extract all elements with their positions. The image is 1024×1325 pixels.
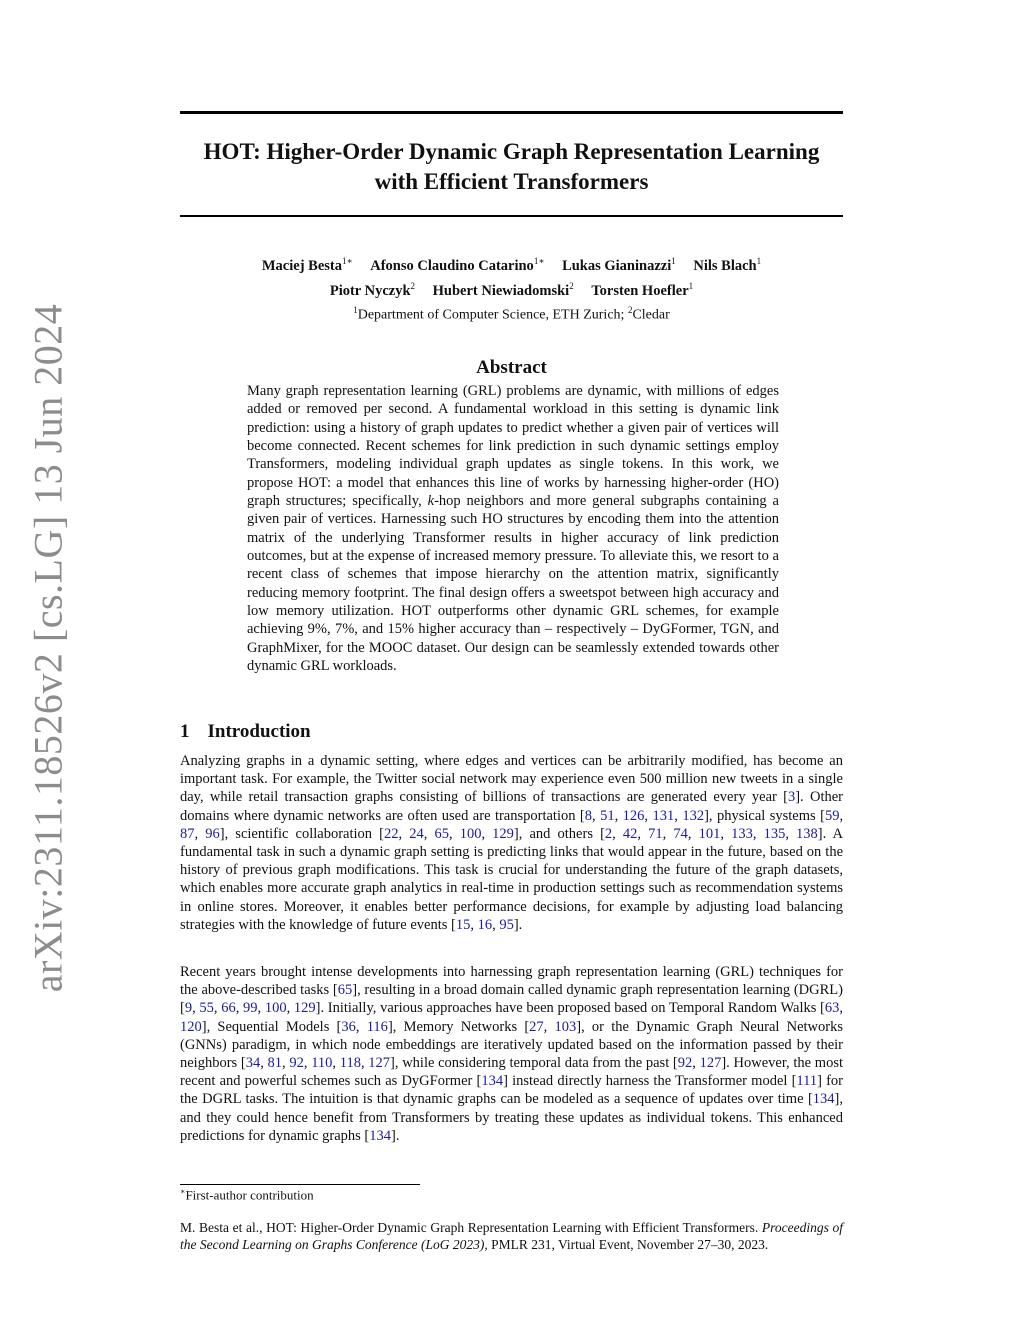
paragraph-text: , — [674, 807, 683, 824]
arxiv-identifier-text: arXiv:2311.18526v2 [cs.LG] 13 Jun 2024 — [25, 303, 71, 993]
paragraph-text: ], Memory Networks [ — [387, 1018, 530, 1035]
paragraph-text: ], resulting in a broad domain called dynamic graph representation learning (DGRL) [ — [180, 982, 843, 1017]
citation-link[interactable]: 129 — [293, 1000, 316, 1017]
citation-link[interactable]: 87 — [180, 825, 195, 842]
citation-link[interactable]: 118 — [339, 1055, 361, 1072]
citation-link[interactable]: 127 — [368, 1055, 391, 1072]
paragraph-text: ], while considering temporal data from the past [ — [390, 1055, 678, 1072]
paragraph-text: ]. — [513, 916, 523, 933]
paragraph-text: ]. — [391, 1127, 400, 1144]
paragraph-text: , — [720, 825, 732, 842]
paragraph-text: ] for the DGRL tasks. The intuition is that dynamic graphs can be modeled as a sequence of updates over time [ — [180, 1073, 843, 1108]
citation-link[interactable]: 132 — [682, 807, 705, 824]
citation-link[interactable]: 24 — [409, 825, 424, 842]
paragraph-text: , — [637, 825, 649, 842]
paragraph-text: , — [839, 1000, 844, 1017]
author-row-1 — [180, 251, 843, 276]
citation-link[interactable]: 101 — [698, 825, 721, 842]
abstract-heading: Abstract — [476, 357, 547, 378]
title-line-2: with Efficient Transformers — [374, 169, 649, 194]
intro-paragraph-2 — [180, 963, 843, 1145]
author: Hubert Niewiadomski$^2$ — [432, 280, 574, 299]
paragraph-text: , — [543, 1018, 555, 1035]
paragraph-text: , — [448, 825, 460, 842]
paragraph-text: ], or the Dynamic Graph Neural Networks (GNNs) paradigm, in which node embeddings are iteratively updated based on the information passed by their neighbors [ — [180, 1018, 843, 1072]
citation-link[interactable]: 71 — [648, 825, 663, 842]
abstract-body: Many graph representation learning (GRL) problems are dynamic, with millions of edges added or removed per second. A fundamental workload in this setting is dynamic link prediction: using a history of graph updates to predict whether a given pair of vertices will become connected. Recent schemes for link prediction in such dynamic settings employ Transformers, modeling individual graph updates as single tokens. In this work, we propose HOT: a model that enhances this line of works by harnessing higher-order (HO) graph structures; specifically, k-hop neighbors and more general subgraphs containing a given pair of vertices. Harnessing such HO structures by encoding them into the attention matrix of the underlying Transformer results in higher accuracy of link prediction outcomes, but at the expense of increased memory pressure. To alleviate this, we resort to a recent class of schemes that impose hierarchy on the attention matrix, significantly reducing memory footprint. The final design offers a sweetspot between high accuracy and low memory utilization. HOT outperforms other dynamic GRL schemes, for example achieving 9%, 7%, and 15% higher accuracy than – respectively – DyGFormer, TGN, and GraphMixer, for the MOOC dataset. Our design can be seamlessly extended towards other dynamic GRL workloads. — [247, 383, 779, 675]
citation-link[interactable]: 81 — [267, 1055, 283, 1072]
citation-link[interactable]: 92 — [677, 1055, 693, 1072]
paragraph-text: ]. However, the most recent and powerful schemes such as DyGFormer [ — [180, 1055, 844, 1090]
paragraph-text: ] instead directly harness the Transformer model [ — [503, 1073, 797, 1090]
citation-link[interactable]: 16 — [477, 916, 493, 933]
citation-link[interactable]: 138 — [796, 825, 818, 842]
citation-link[interactable]: 3 — [787, 789, 796, 806]
citation-link[interactable]: 129 — [492, 825, 514, 842]
paragraph-text: , — [282, 1055, 290, 1072]
paragraph-text: ], and others [ — [513, 825, 605, 842]
paragraph-text: , — [303, 1055, 312, 1072]
footnote-rule — [180, 1184, 420, 1185]
citation-link[interactable]: 134 — [812, 1091, 835, 1108]
paragraph-text: , — [194, 825, 206, 842]
paper-title — [180, 137, 843, 197]
citation-link[interactable]: 135 — [763, 825, 786, 842]
citation-link[interactable]: 63 — [824, 1000, 840, 1017]
citation-link[interactable]: 99 — [243, 1000, 258, 1017]
footnote: ∗First-author contribution — [180, 1187, 314, 1203]
citation-link[interactable]: 15 — [455, 916, 471, 933]
citation-link[interactable]: 8 — [584, 807, 593, 824]
author: Afonso Claudino Catarino$^{1∗}$ — [370, 256, 545, 274]
paragraph-text: , — [644, 807, 653, 824]
intro-paragraph-1 — [180, 752, 843, 934]
author: Torsten Hoefler$^1$ — [591, 280, 694, 299]
citation-link[interactable]: 126 — [622, 807, 645, 824]
paragraph-text: ], physical systems [ — [704, 807, 825, 824]
citation-link[interactable]: 100 — [264, 1000, 287, 1017]
paragraph-text: ]. Initially, various approaches have been proposed based on Temporal Random Walks [ — [315, 1000, 825, 1017]
citation-link[interactable]: 133 — [731, 825, 753, 842]
citation-link[interactable]: 66 — [221, 1000, 236, 1017]
paragraph-text: , — [839, 807, 844, 824]
paragraph-text: , — [614, 807, 623, 824]
title-rule-bottom — [180, 215, 843, 217]
paragraph-text: , — [423, 825, 435, 842]
paragraph-text: , — [785, 825, 797, 842]
paragraph-text: ]. Other domains where dynamic networks are often used are transportation [ — [180, 789, 843, 824]
paragraph-text: , — [470, 916, 478, 933]
citation-link[interactable]: 120 — [180, 1018, 202, 1035]
citation-link[interactable]: 134 — [481, 1073, 504, 1090]
paragraph-text: ], Sequential Models [ — [201, 1018, 342, 1035]
section-heading: 1 Introduction — [180, 721, 311, 742]
author-list — [180, 251, 843, 301]
citation-link[interactable]: 22 — [383, 825, 399, 842]
citation-link[interactable]: 42 — [622, 825, 638, 842]
citation-note: M. Besta et al., HOT: Higher-Order Dynamic Graph Representation Learning with Efficient Transformers. Proceedings of the Second Learning on Graphs Conference (LoG 2023), PMLR 231, Virtual Event, November 27–30, 2023. — [180, 1220, 844, 1252]
citation-link[interactable]: 65 — [434, 825, 449, 842]
paragraph-text: Recent years brought intense developments into harnessing graph representation learning (GRL) techniques for the above-described tasks [ — [180, 964, 843, 999]
paragraph-text: , — [612, 825, 623, 842]
paragraph-text: , — [235, 1000, 244, 1017]
title-rule-top — [180, 111, 843, 114]
paragraph-text: ], and they could hence benefit from Transformers by treating these updates as individual tokens. This enhanced predictions for dynamic graphs [ — [180, 1091, 843, 1144]
paragraph-text: , — [192, 1000, 200, 1017]
citation-link[interactable]: 74 — [673, 825, 688, 842]
paragraph-text: , — [360, 1055, 369, 1072]
citation-link[interactable]: 55 — [199, 1000, 214, 1017]
paragraph-text: Analyzing graphs in a dynamic setting, where edges and vertices can be arbitrarily modified, has become an important task. For example, the Twitter social network may experience even 500 million new tweets in a single day, while retail transaction graphs consisting of billions of transactions are generated every year [ — [180, 753, 843, 806]
paragraph-text: , — [481, 825, 493, 842]
author: Lukas Gianinazzi$^1$ — [562, 256, 676, 274]
citation-link[interactable]: 65 — [337, 982, 353, 999]
citation-link[interactable]: 27 — [529, 1018, 544, 1035]
paragraph-text: , — [398, 825, 410, 842]
paragraph-text: , — [692, 1055, 700, 1072]
paragraph-text: ], scientific collaboration [ — [219, 825, 384, 842]
citation-link[interactable]: 100 — [459, 825, 482, 842]
affiliations: $^1$Department of Computer Science, ETH Zurich; $^2$Cledar — [353, 305, 670, 323]
citation-link[interactable]: 96 — [205, 825, 220, 842]
paragraph-text: , — [332, 1055, 340, 1072]
citation-link[interactable]: 92 — [289, 1055, 304, 1072]
author: Nils Blach$^1$ — [693, 256, 762, 274]
paragraph-text: , — [687, 825, 699, 842]
paragraph-text: , — [662, 825, 674, 842]
author-row-2 — [180, 276, 843, 301]
citation-link[interactable]: 2 — [604, 825, 613, 842]
citation-link[interactable]: 59 — [824, 807, 840, 824]
paragraph-text: , — [492, 916, 500, 933]
paragraph-text: , — [213, 1000, 222, 1017]
citation-link[interactable]: 95 — [499, 916, 514, 933]
citation-link[interactable]: 51 — [600, 807, 615, 824]
citation-link[interactable]: 36 — [341, 1018, 356, 1035]
citation-link[interactable]: 134 — [369, 1127, 392, 1144]
paragraph-text: , — [752, 825, 764, 842]
author: Piotr Nyczyk$^2$ — [329, 280, 416, 299]
citation-link[interactable]: 111 — [796, 1073, 818, 1090]
author: Maciej Besta$^{1∗}$ — [261, 256, 353, 274]
paragraph-text: , — [592, 807, 601, 824]
paragraph-text: , — [260, 1055, 268, 1072]
citation-link[interactable]: 116 — [366, 1018, 388, 1035]
citation-link[interactable]: 131 — [652, 807, 675, 824]
citation-link[interactable]: 9 — [184, 1000, 193, 1017]
citation-link[interactable]: 127 — [699, 1055, 722, 1072]
paragraph-text: , — [286, 1000, 294, 1017]
paragraph-text: ]. A fundamental task in such a dynamic graph setting is predicting links that would appear in the future, based on the history of previous graph modifications. This task is crucial for understanding the future of the graph datasets, which enables more accurate graph analytics in real-time in production settings such as recommendation systems in online stores. Moreover, it enables better performance decisions, for example by adjusting load balancing strategies with the knowledge of future events [ — [180, 825, 844, 933]
citation-link[interactable]: 103 — [554, 1018, 577, 1035]
citation-link[interactable]: 110 — [311, 1055, 333, 1072]
citation-link[interactable]: 34 — [245, 1055, 261, 1072]
paragraph-text: , — [355, 1018, 367, 1035]
title-line-1: HOT: Higher-Order Dynamic Graph Representation Learning — [203, 139, 820, 164]
paragraph-text: , — [257, 1000, 265, 1017]
